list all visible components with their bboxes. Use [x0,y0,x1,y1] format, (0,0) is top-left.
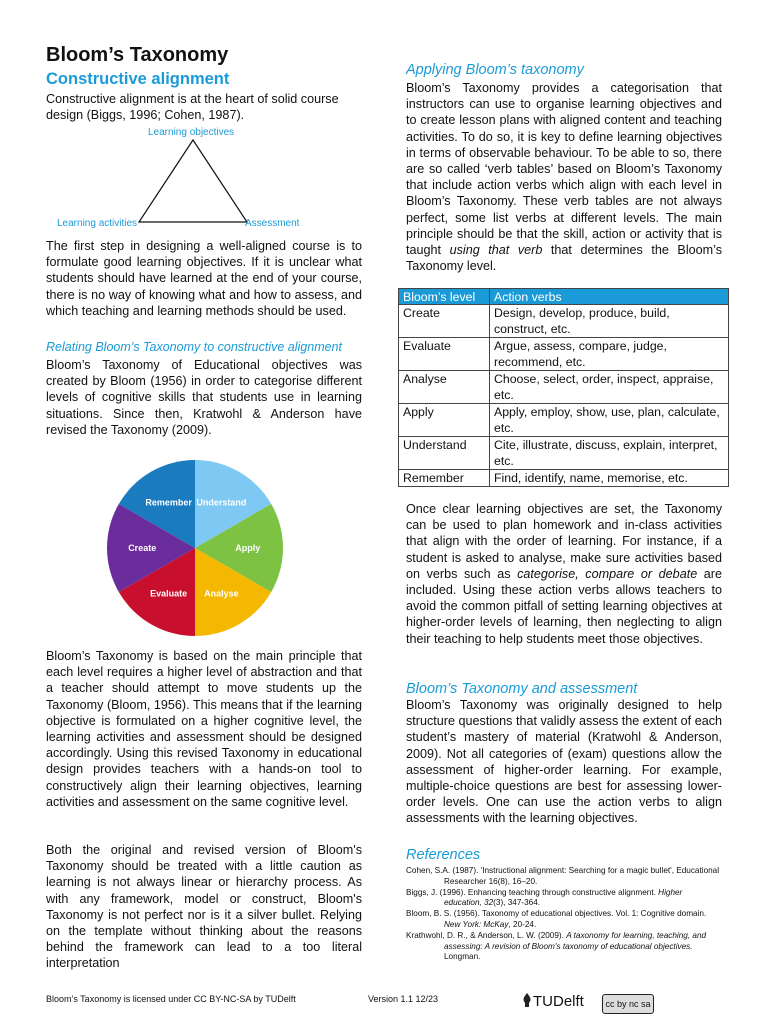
wheel-label-create: Create [128,543,157,553]
version-text: Version 1.1 12/23 [368,994,439,1004]
table-row: Apply Apply, employ, show, use, plan, calculate, etc. [399,404,729,437]
table-header-level: Bloom’s level [399,289,490,305]
wheel-label-apply: Apply [235,543,261,553]
paragraph-bloom-created: Bloom’s Taxonomy of Educational objectives was created by Bloom (1956) in order to categorise different levels of cognitive skills that students use in learning situations. Since then, Kratwohl & Anderson have revised the Taxonomy (2009). [46,358,362,437]
section-heading-relating: Relating Bloom’s Taxonomy to constructive alignment [46,340,342,354]
paragraph-once-clear: Once clear learning objectives are set, the Taxonomy can be used to plan homework and in-class activities that align with the order of learning. For instance, if a student is asked to analyse, make sure activities based on verbs such as categorise, compare or debate are included. Using these action verbs allows teachers to avoid the common pitfall of setting learning objectives at higher-order levels of learning, then neglecting to align their teaching to help students meet those objectives. [406,502,722,646]
table-row: Create Design, develop, produce, build, construct, etc. [399,305,729,338]
wheel-label-understand: Understand [196,497,247,508]
table-row: Understand Cite, illustrate, discuss, explain, interpret, etc. [399,437,729,470]
alignment-triangle [137,138,249,224]
flame-icon [521,992,533,1008]
list-item: Bloom, B. S. (1956). Taxonomy of educational objectives. Vol. 1: Cognitive domain. New York: McKay, 20-24. [406,909,707,929]
paragraph-main-principle: Bloom’s Taxonomy is based on the main principle that each level requires a higher level of abstraction and that a teacher should attempt to move students up the Taxonomy (Bloom, 1956). This means that if the learning objective is formulated on a higher cognitive level, the learning activities and assessment should be designed accordingly. Using this revised Taxonomy in educational design provides teachers with a hands-on tool to constructively align their learning objectives, learning activities and assessment on the same cognitive level. [46,649,362,809]
intro-paragraph: Constructive alignment is at the heart of solid course design (Biggs, 1996; Cohen, 1987). [46,92,339,123]
triangle-label-activities: Learning activities [57,218,138,229]
verb-table [398,288,729,487]
table-header-verbs: Action verbs [490,289,729,305]
table-row: Analyse Choose, select, order, inspect, appraise, etc. [399,371,729,404]
reference-list [406,866,722,963]
section-heading-references: References [406,847,481,863]
triangle-label-objectives: Learning objectives [148,127,235,138]
tudelft-logo: TUDelft [521,992,584,1010]
license-text: Bloom’s Taxonomy is licensed under CC BY-NC-SA by TUDelft [46,994,296,1004]
paragraph-caution: Both the original and revised version of Bloom's Taxonomy should be treated with a little caution as learning is not always linear or hierarchy process. As with any framework, model or construct, Bloom's Taxonomy is not perfect nor is it a silver bullet. Relying on the template without thinking about the reasons behind the framework can lead to a too literal interpretation [46,843,362,971]
section-heading-assessment: Bloom’s Taxonomy and assessment [406,681,638,697]
wheel-label-remember: Remember [145,497,192,508]
list-item: Krathwohl, D. R., & Anderson, L. W. (2009). A taxonomy for learning, teaching, and assessing: A revision of Bloom's taxonomy of educational objectives. Longman. [406,930,707,962]
table-row: Remember Find, identify, name, memorise, etc. [399,470,729,487]
list-item: Cohen, S.A. (1987). 'Instructional alignment: Searching for a magic bullet', Educational Researcher 16(8), 16–20. [406,866,720,886]
triangle-label-assessment: Assessment [245,218,300,229]
paragraph-first-step: The first step in designing a well-aligned course is to formulate good learning objectives. If it is unclear what students should have learned at the end of your course, there is no way of knowing what and how to assess, and which teaching and learning methods should be used. [46,239,362,318]
section-heading-constructive-alignment: Constructive alignment [46,70,230,88]
cc-license-badge[interactable]: cc by nc sa [602,994,654,1014]
table-row: Evaluate Argue, assess, compare, judge, recommend, etc. [399,338,729,371]
page-title: Bloom’s Taxonomy [46,44,229,66]
wheel-label-evaluate: Evaluate [150,588,188,599]
paragraph-assessment: Bloom’s Taxonomy was originally designed to help structure questions that validly assess the extent of each student’s mastery of material (Kratwohl & Anderson, 2009). Not all categories of (exam) questions allow the assessment of higher-order learning. For example, multiple-choice questions are best for assessing lower-order levels. One can use the action verbs to align assessments with the learning objectives. [406,698,722,826]
wheel-label-analyse: Analyse [204,588,239,599]
paragraph-applying: Bloom’s Taxonomy provides a categorisation that instructors can use to organise learning objectives and to create lesson plans with aligned content and teaching activities. To do so, it is key to define learning objectives in terms of observable behaviour. To be able to so, there are so called ‘verb tables’ based on Bloom’s Taxonomy that include action verbs which align with each level in Bloom’s Taxonomy. These verb tables are not always perfect, some list verbs at different levels. The main principle should be that the skill, action or activity that is taught using that verb that determines the Bloom’s Taxonomy level. [406,81,722,274]
section-heading-applying: Applying Bloom’s taxonomy [406,62,584,78]
list-item: Biggs, J. (1996). Enhancing teaching through constructive alignment. Higher education, 32(3), 347-364. [406,887,683,908]
bloom-wheel [105,458,285,638]
